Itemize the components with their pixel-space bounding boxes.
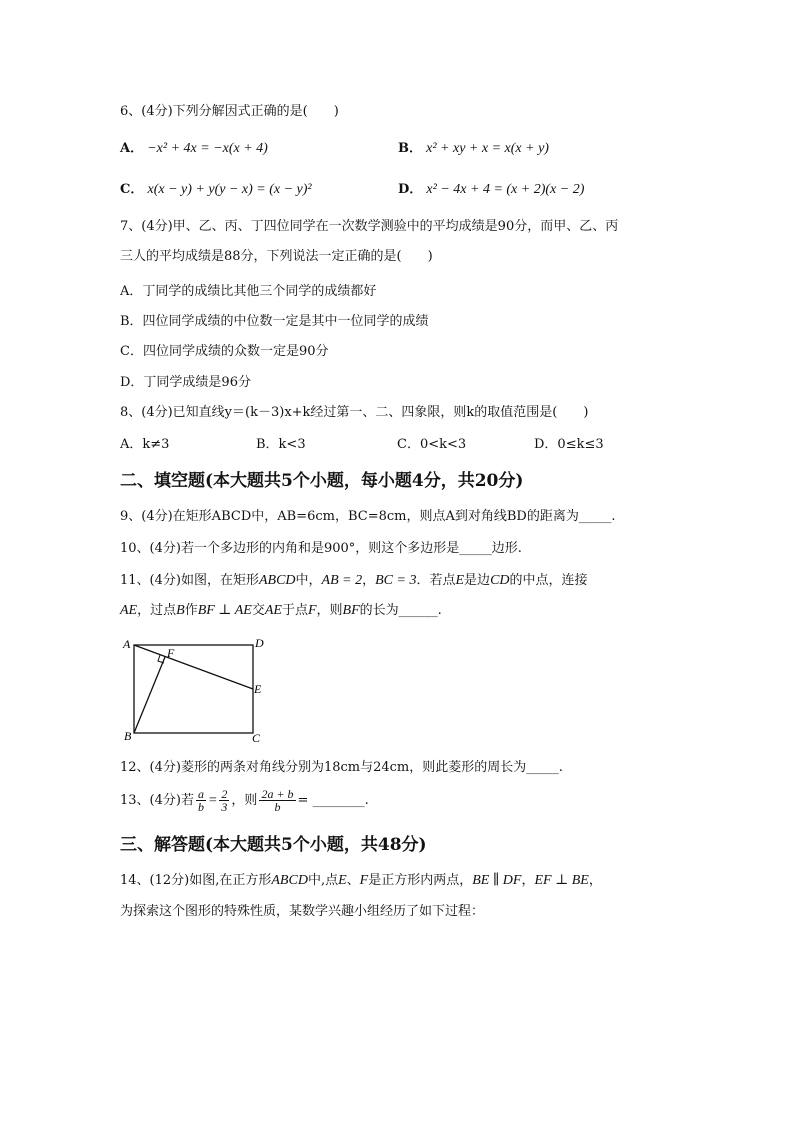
math: F	[307, 603, 317, 618]
q7-stem-line2: 三人的平均成绩是88分，下列说法一定正确的是( )	[120, 249, 433, 264]
option-expr: x² + xy + x = x(x + y)	[426, 141, 549, 156]
segment-bf	[134, 657, 165, 733]
math: AE	[264, 603, 282, 618]
option-label: C．	[120, 182, 144, 197]
rectangle-figure	[122, 632, 272, 744]
q7-option-b: B．四位同学成绩的中位数一定是其中一位同学的成绩	[120, 314, 429, 329]
q11-line2	[120, 602, 442, 620]
text: ．若点	[416, 573, 456, 588]
math: B	[176, 603, 185, 618]
text: = ________.	[297, 793, 369, 808]
text: 是正方形内两点，	[368, 873, 473, 888]
label-e: E	[254, 682, 262, 696]
denominator: b	[197, 800, 204, 814]
math: ABCD	[258, 573, 296, 588]
section-2-heading: 二、填空题(本大题共5个小题，每小题4分，共20分)	[120, 471, 524, 491]
text: ，则	[231, 793, 258, 808]
math: BF ⊥ AE	[197, 603, 252, 618]
math: E	[455, 573, 465, 588]
q10: 10、(4分)若一个多边形的内角和是900°，则这个多边形是_____边形.	[120, 541, 522, 556]
fraction-expression	[259, 788, 295, 813]
text: 13、(4分)若	[120, 793, 194, 808]
q9: 9、(4分)在矩形ABCD中，AB=6cm，BC=8cm，则点A到对角线BD的距离为_____.	[120, 509, 616, 524]
section-3-heading: 三、解答题(本大题共5个小题，共48分)	[120, 835, 427, 855]
math: BF	[342, 603, 360, 618]
q7-option-d: D．丁同学成绩是96分	[120, 375, 251, 390]
text: 作	[184, 603, 198, 618]
math: ABCD	[271, 873, 308, 888]
math: BC = 3	[375, 573, 417, 588]
option-expr: x(x − y) + y(y − x) = (x − y)²	[147, 182, 312, 197]
text: ，则	[316, 603, 343, 618]
denominator: b	[274, 800, 281, 814]
q14-line2: 为探索这个图形的特殊性质，某数学兴趣小组经历了如下过程：	[120, 904, 485, 919]
q7-stem-line1: 7、(4分)甲、乙、丙、丁四位同学在一次数学测验中的平均成绩是90分，而甲、乙、丙	[120, 219, 619, 234]
text: 是边	[464, 573, 491, 588]
math: CD	[490, 573, 510, 588]
text: ，过点	[137, 603, 177, 618]
fraction-a-over-b	[196, 788, 206, 813]
math: BE ∥ DF	[472, 873, 522, 888]
option-label: A．	[120, 141, 144, 156]
math: E	[338, 873, 347, 888]
option-label: D．	[398, 182, 423, 197]
q11-line1	[120, 572, 588, 590]
q6-option-d	[398, 181, 584, 199]
math: F	[359, 873, 369, 888]
text: 的中点，连接	[509, 573, 588, 588]
numerator: 2a + b	[261, 787, 294, 801]
q6-stem: 6、(4分)下列分解因式正确的是( )	[120, 104, 339, 119]
text: 、	[346, 873, 360, 888]
fraction-2-over-3	[219, 788, 229, 813]
text: 中,点	[307, 873, 339, 888]
numerator: 2	[221, 787, 228, 801]
text: 的长为______.	[359, 603, 442, 618]
q8-stem: 8、(4分)已知直线y＝(k－3)x+k经过第一、二、四象限，则k的取值范围是( )	[120, 405, 589, 420]
text: 交	[251, 603, 265, 618]
label-b: B	[124, 729, 132, 743]
math: EF ⊥ BE	[534, 873, 589, 888]
q12: 12、(4分)菱形的两条对角线分别为18cm与24cm，则此菱形的周长为_____.	[120, 760, 563, 775]
q8-option-a: A．k≠3	[120, 437, 170, 452]
segment-ae	[134, 645, 253, 689]
math: AB = 2	[321, 573, 363, 588]
q7-option-a: A．丁同学的成绩比其他三个同学的成绩都好	[120, 284, 377, 299]
q8-option-b: B．k<3	[256, 437, 306, 452]
label-a: A	[123, 637, 131, 651]
q6-option-c	[120, 181, 312, 199]
math: =	[207, 793, 218, 808]
q6-option-b	[398, 140, 549, 158]
text: 中，	[295, 573, 322, 588]
q8-option-c: C．0<k<3	[397, 437, 467, 452]
q13	[120, 786, 369, 816]
text: 14、(12分)如图,在正方形	[120, 873, 272, 888]
label-c: C	[252, 731, 261, 744]
text: ，	[521, 873, 535, 888]
q14-line1	[120, 872, 602, 890]
option-expr: −x² + 4x = −x(x + 4)	[147, 141, 268, 156]
label-f: F	[167, 646, 175, 660]
option-expr: x² − 4x + 4 = (x + 2)(x − 2)	[426, 182, 585, 197]
option-label: B．	[398, 141, 422, 156]
numerator: a	[197, 787, 204, 801]
label-d: D	[255, 636, 264, 650]
denominator: 3	[221, 800, 228, 814]
text: ，	[588, 873, 602, 888]
q6-option-a	[120, 140, 268, 158]
math: AE	[120, 603, 138, 618]
text: 于点	[281, 603, 308, 618]
text: ，	[362, 573, 376, 588]
text: 11、(4分)如图，在矩形	[120, 573, 259, 588]
q7-option-c: C．四位同学成绩的众数一定是90分	[120, 344, 329, 359]
q8-option-d: D．0≤k≤3	[534, 437, 604, 452]
